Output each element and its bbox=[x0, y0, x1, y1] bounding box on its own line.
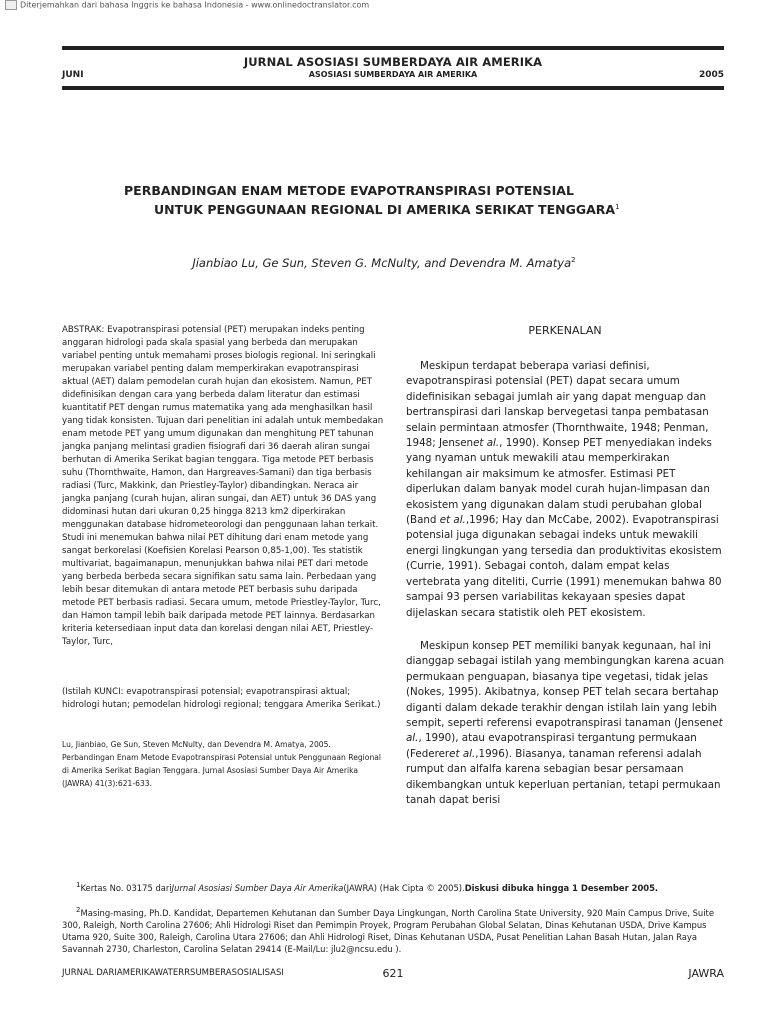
intro-paragraph-2 bbox=[406, 639, 724, 808]
intro-p2-etal-2: et al. bbox=[449, 747, 476, 760]
header-association: ASOSIASI SUMBERDAYA AIR AMERIKA bbox=[308, 70, 478, 79]
citation-text: Lu, Jianbiao, Ge Sun, Steven McNulty, dan Devendra M. Amatya, 2005. Perbandingan Enam Metode Evapotranspirasi Potensial untuk Penggunaan Regional di Amerika Serikat Bagian Tenggara. Jurnal Asosiasi Sumber Daya Air Amerika (JAWRA) 41(3):621-633. bbox=[62, 740, 382, 788]
header-month: JUNI bbox=[62, 70, 84, 80]
intro-p1-part-c: , 1990). Konsep PET menyediakan indeks yang nyaman untuk mewakili atau memperkirakan kehilangan air maksimum ke atmosfer. Estimasi PET diperlukan dalam banyak model curah hujan-limpasan dan ekosistem yang digunakan dalam studi perubahan global (Band bbox=[406, 437, 712, 527]
footnote-1 bbox=[76, 879, 724, 894]
section-heading-introduction: PERKENALAN bbox=[528, 324, 602, 337]
intro-paragraph-1 bbox=[406, 359, 724, 621]
header-year: 2005 bbox=[698, 70, 724, 80]
footnote-1-part-b: (JAWRA) (Hak Cipta © 2005). bbox=[343, 882, 465, 893]
intro-p1-etal-1: et al. bbox=[473, 437, 500, 450]
title-footnote-marker: 1 bbox=[615, 202, 620, 211]
intro-p2-part-e: ,1996). Biasanya, tanaman referensi adalah rumput dan alfalfa karena sebagian besar persamaan dikembangkan untuk keperluan pertanian, tetapi permukaan tanah dapat berisi bbox=[406, 747, 721, 807]
translator-banner[interactable] bbox=[5, 0, 369, 10]
journal-title: JURNAL ASOSIASI SUMBERDAYA AIR AMERIKA bbox=[243, 55, 543, 69]
intro-p2-part-c: , 1990), atau evapotranspirasi tergantung permukaan (Federer bbox=[406, 732, 697, 760]
author-list bbox=[0, 256, 768, 270]
translator-logo-icon bbox=[5, 0, 17, 10]
translator-banner-text: Diterjemahkan dari bahasa Inggris ke bahasa Indonesia - www.onlinedoctranslator.com bbox=[20, 0, 370, 10]
citation bbox=[62, 738, 384, 790]
abstract-text: ABSTRAK: Evapotranspirasi potensial (PET) merupakan indeks penting anggaran hidrologi pada skala spasial yang berbeda dan merupakan variabel penting untuk memahami proses biologis regional. Ini seringkali merupakan variabel penting dalam memperkirakan evapotranspirasi aktual (AET) dalam pemodelan curah hujan dan ekosistem. Namun, PET didefinisikan dengan cara yang berbeda dalam literatur dan estimasi kuantitatif PET dengan rumus matematika yang ada menghasilkan hasil yang tidak konsisten. Tujuan dari penelitian ini adalah untuk membedakan enam metode PET yang umum digunakan dan menghitung PET tahunan jangka panjang melintasi gradien fisiografi dari 36 daerah aliran sungai berhutan di Amerika Serikat bagian tenggara. Tiga metode PET berbasis suhu (Thornthwaite, Hamon, dan Hargreaves-Samani) dan tiga berbasis radiasi (Turc, Makkink, dan Priestley-Taylor) dibandingkan. Neraca air jangka panjang (curah hujan, aliran sungai, dan AET) untuk 36 DAS yang didominasi hutan dari ukuran 0,25 hingga 8213 km2 diperkirakan menggunakan database hidrometeorologi dan penggunaan lahan terkait. Studi ini menemukan bahwa nilai PET dihitung dari enam metode yang sangat berkorelasi (Koefisien Korelasi Pearson 0,85-1,00). Tes statistik multivariat, bagaimanapun, menunjukkan bahwa nilai PET dari metode yang berbeda berbeda secara signifikan satu sama lain. Perbedaan yang lebih besar ditemukan di antara metode PET berbasis suhu daripada metode PET berbasis radiasi. Secara umum, metode Priestley-Taylor, Turc, dan Hamon tampil lebih baik daripada metode PET lainnya. Berdasarkan kriteria ketersediaan input data dan korelasi dengan nilai AET, Priestley-Taylor, Turc, bbox=[62, 325, 384, 647]
page-number: 621 bbox=[382, 967, 404, 980]
intro-p1-part-a: Meskipun terdapat beberapa variasi definisi, evapotranspirasi potensial (PET) dapat secara umum didefinisikan sebagai jumlah air yang dapat menguap dan bertranspirasi dari lanskap bervegetasi tanpa pembatasan selain permintaan atmosfer (Thornthwaite, 1948; Penman, 1948; Jensen bbox=[406, 360, 709, 450]
footnote-1-marker: 1 bbox=[76, 881, 81, 889]
author-names: Jianbiao Lu, Ge Sun, Steven G. McNulty, and Devendra M. Amatya bbox=[192, 256, 572, 270]
abstract-column bbox=[62, 324, 384, 649]
header-rule-bottom bbox=[62, 86, 724, 90]
paper-title-line2 bbox=[154, 202, 620, 217]
paper-title-line2-text: UNTUK PENGGUNAAN REGIONAL DI AMERIKA SERIKAT TENGGARA bbox=[154, 202, 616, 217]
footnote-2 bbox=[62, 904, 724, 955]
footer-journal-name: JURNAL DARIAMERIKAWATERRSUMBERASOSIALISASI bbox=[62, 968, 284, 978]
footnote-2-marker: 2 bbox=[76, 906, 81, 914]
footnote-1-discussion: Diskusi dibuka hingga 1 Desember 2005. bbox=[464, 882, 659, 893]
footnote-2-text: Masing-masing, Ph.D. Kandidat, Departemen Kehutanan dan Sumber Daya Lingkungan, North Carolina State University, 920 Main Campus Drive, Suite 300, Raleigh, North Carolina 27606; Ahli Hidrologi Riset dan Pemimpin Proyek, Program Perubahan Global Selatan, Dinas Kehutanan USDA, Drive Kampus Utama 920, Suite 300, Raleigh, Carolina Utara 27606; dan Ahli Hidrologi Riset, Dinas Kehutanan USDA, Pusat Penelitian Lahan Basah Hutan, Jalan Raya Savannah 2730, Charleston, Carolina Selatan 29414 (E-Mail/Lu: jlu2@ncsu.edu ). bbox=[62, 907, 714, 954]
footer-jawra: JAWRA bbox=[688, 967, 724, 980]
intro-p1-part-e: ,1996; Hay dan McCabe, 2002). Evapotranspirasi potensial juga digunakan sebagai indeks untuk mewakili energi lingkungan yang tersedia dan produktivitas ekosistem (Currie, 1991). Sebagai contoh, dalam empat kelas vertebrata yang diteliti, Currie (1991) menemukan bahwa 80 sampai 93 persen variabilitas kekayaan spesies dapat dijelaskan secara statistik oleh PET ekosistem. bbox=[406, 514, 722, 619]
author-footnote-marker: 2 bbox=[571, 256, 576, 265]
keywords bbox=[62, 686, 384, 712]
intro-p1-etal-2: et al. bbox=[439, 514, 466, 527]
footnote-1-part-a: Kertas No. 03175 dari bbox=[80, 882, 172, 893]
intro-p2-part-a: Meskipun konsep PET memiliki banyak kegunaan, hal ini dianggap sebagai istilah yang membingungkan karena acuan permukaan penguapan, biasanya tipe vegetasi, tidak jelas (Nokes, 1995). Akibatnya, konsep PET telah secara bertahap diganti dalam dekade terakhir dengan istilah lain yang lebih sempit, seperti referensi evapotranspirasi tanaman (Jensen bbox=[406, 640, 724, 730]
paper-title-line1: PERBANDINGAN ENAM METODE EVAPOTRANSPIRASI POTENSIAL bbox=[124, 183, 574, 198]
keywords-text: (Istilah KUNCI: evapotranspirasi potensial; evapotranspirasi aktual; hidrologi hutan; pemodelan hidrologi regional; tenggara Amerika Serikat.) bbox=[62, 687, 381, 710]
footnote-1-journal: Jurnal Asosiasi Sumber Daya Air Amerika bbox=[171, 882, 344, 893]
intro-p2-etal-1: et al. bbox=[406, 717, 723, 745]
header-rule-top bbox=[62, 46, 724, 50]
